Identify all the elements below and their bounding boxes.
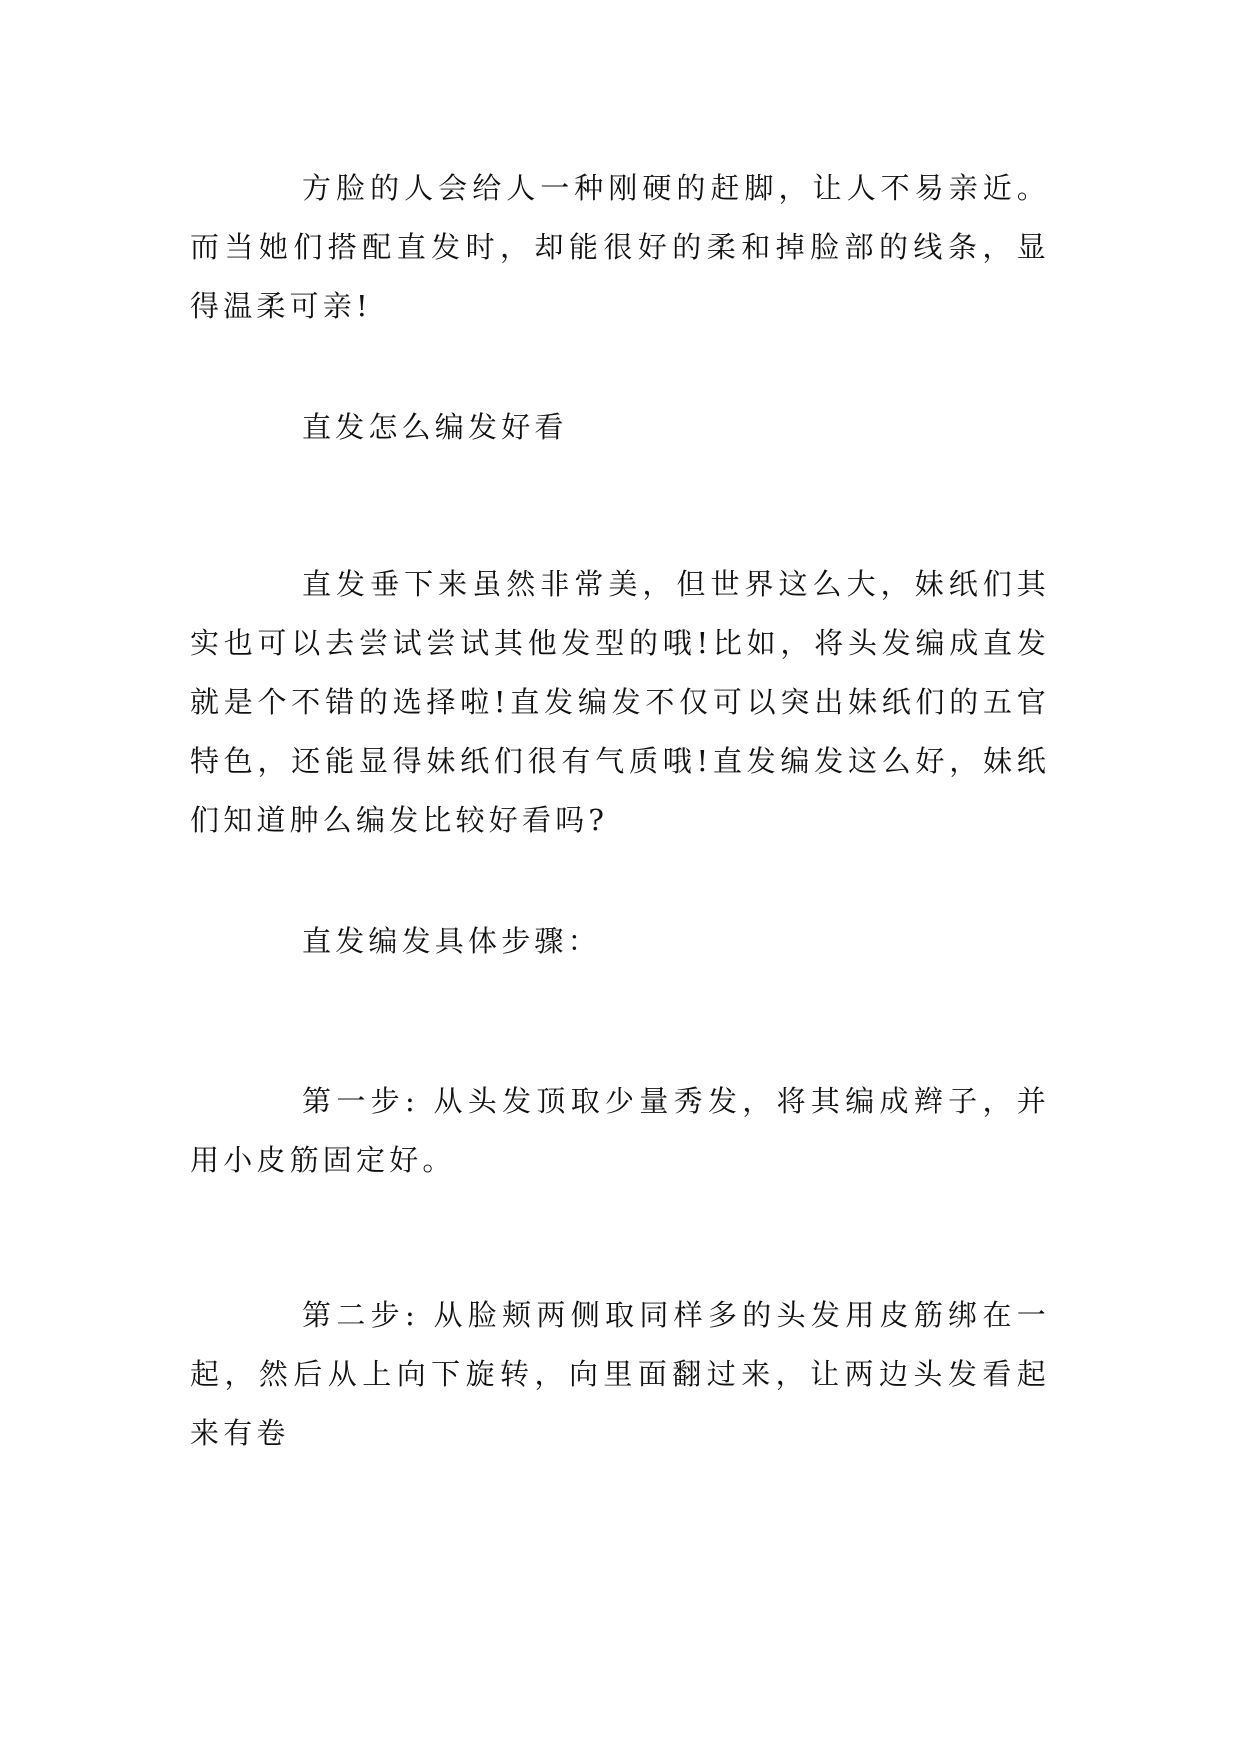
section-heading-braid: 直发怎么编发好看 — [302, 410, 568, 444]
step-two: 第二步: 从脸颊两侧取同样多的头发用皮筋绑在一起，然后从上向下旋转，向里面翻过来，让两边头发看起来有卷 — [190, 1298, 1050, 1450]
paragraph-square-face: 方脸的人会给人一种刚硬的赶脚，让人不易亲近。而当她们搭配直发时，却能很好的柔和掉脸部的线条，显得温柔可亲! — [190, 171, 1050, 323]
step-one: 第一步: 从头发顶取少量秀发，将其编成辫子，并用小皮筋固定好。 — [190, 1084, 1050, 1177]
steps-heading: 直发编发具体步骤： — [302, 924, 601, 958]
paragraph-braid-intro: 直发垂下来虽然非常美，但世界这么大，妹纸们其实也可以去尝试尝试其他发型的哦!比如，将头发编成直发就是个不错的选择啦!直发编发不仅可以突出妹纸们的五官特色，还能显得妹纸们很有气质哦!直发编发这么好，妹纸们知道肿么编发比较好看吗? — [190, 567, 1050, 837]
